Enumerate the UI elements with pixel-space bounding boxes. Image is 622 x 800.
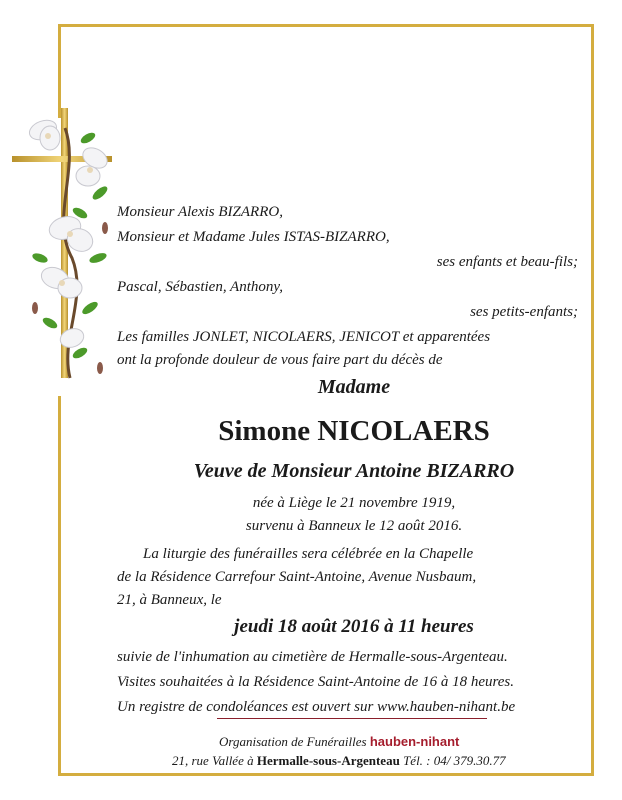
ceremony-line-2: de la Résidence Carrefour Saint-Antoine, Avenue Nusbaum, [117, 569, 477, 585]
family-line-7: ont la profonde douleur de vous faire part du décès de [117, 352, 443, 368]
deceased-title: Madame [317, 376, 391, 398]
ceremony-line-3: 21, à Banneux, le [117, 592, 222, 608]
family-line-2: Monsieur et Madame Jules ISTAS-BIZARRO, [117, 229, 390, 245]
brand-logo: hauben-nihant [369, 734, 460, 749]
organisation-prefix: Organisation de Funérailles [219, 734, 367, 749]
widow-of: Veuve de Monsieur Antoine BIZARRO [193, 460, 515, 482]
ceremony-date: jeudi 18 août 2016 à 11 heures [234, 616, 474, 637]
deceased-name: Simone NICOLAERS [218, 415, 490, 447]
family-line-4: Pascal, Sébastien, Anthony, [117, 279, 283, 295]
ceremony-line-4: suivie de l'inhumation au cimetière de Hermalle-sous-Argenteau. [117, 649, 508, 665]
phone-number: Tél. : 04/ 379.30.77 [403, 753, 506, 768]
address-prefix: 21, rue Vallée à [172, 753, 254, 768]
death-line: survenu à Banneux le 12 août 2016. [245, 518, 463, 534]
ceremony-line-5: Visites souhaitées à la Résidence Saint-Antoine de 16 à 18 heures. [117, 674, 515, 690]
family-line-3: ses enfants et beau-fils; [436, 254, 578, 270]
family-line-1: Monsieur Alexis BIZARRO, [117, 204, 283, 220]
address-line [172, 752, 506, 770]
family-line-6: Les familles JONLET, NICOLAERS, JENICOT et apparentées [117, 329, 491, 345]
birth-line: née à Liège le 21 novembre 1919, [252, 495, 456, 511]
family-line-5: ses petits-enfants; [470, 304, 578, 320]
ceremony-line-6: Un registre de condoléances est ouvert sur www.hauben-nihant.be [117, 699, 516, 715]
address-town: Hermalle-sous-Argenteau [256, 753, 400, 768]
organisation-line [219, 733, 459, 751]
footer-divider [217, 718, 487, 719]
ceremony-line-1: La liturgie des funérailles sera célébrée en la Chapelle [143, 546, 474, 562]
